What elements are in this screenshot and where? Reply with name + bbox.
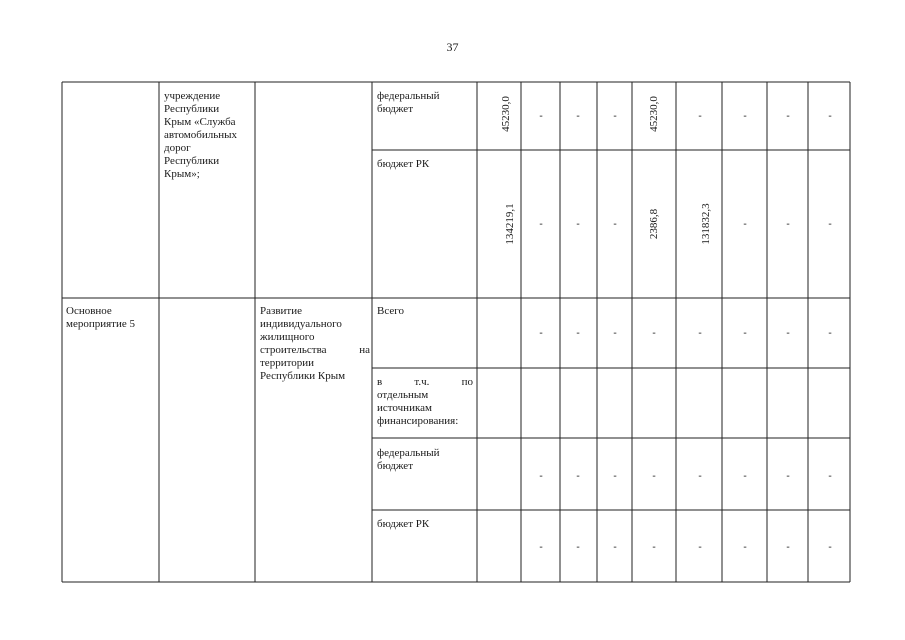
- b2-federal-v3: -: [613, 470, 617, 482]
- b1-federal-v8: -: [828, 110, 832, 122]
- breakdown-line: отдельным: [377, 389, 429, 401]
- org-line: учреждение: [164, 90, 221, 102]
- b2-breakdown-label: [377, 376, 473, 428]
- desc-line: территории: [260, 357, 315, 369]
- breakdown-line: [377, 376, 473, 389]
- desc-line: [260, 344, 370, 357]
- org-line: автомобильных: [164, 129, 237, 141]
- b2-total-v1: -: [539, 327, 543, 339]
- title-line: Основное: [66, 305, 112, 317]
- b2-total-v5: -: [698, 327, 702, 339]
- b1-rk-label: бюджет РК: [377, 158, 430, 170]
- b1-federal-label: [377, 90, 472, 116]
- org-line: дорог: [164, 142, 191, 154]
- b2-federal-v6: -: [743, 470, 747, 482]
- b1-rk-v1: -: [539, 218, 543, 230]
- org-line: Республики: [164, 103, 220, 115]
- desc-line: жилищного: [260, 331, 315, 343]
- b1-rk-v3: -: [613, 218, 617, 230]
- breakdown-line: финансирования:: [377, 415, 459, 427]
- b2-rk-v4: -: [652, 541, 656, 553]
- desc-line: Республики Крым: [260, 370, 346, 382]
- b2-federal-v8: -: [828, 470, 832, 482]
- b2-total-label: Всего: [377, 305, 404, 317]
- b2-federal-v5: -: [698, 470, 702, 482]
- desc-line: индивидуального: [260, 318, 342, 330]
- desc-line: Развитие: [260, 305, 303, 317]
- b2-federal-v4: -: [652, 470, 656, 482]
- b2-total-v7: -: [786, 327, 790, 339]
- source-line: федеральный: [377, 447, 440, 459]
- source-line: бюджет: [377, 460, 413, 472]
- b2-total-v3: -: [613, 327, 617, 339]
- measure-title: [66, 305, 156, 331]
- b1-rk-total: 134219,1: [504, 203, 516, 245]
- b1-rk-v4: 2386,8: [648, 208, 660, 240]
- b1-federal-total: 45230,0: [500, 96, 512, 132]
- org-line: Крым»;: [164, 168, 200, 180]
- b2-rk-v8: -: [828, 541, 832, 553]
- title-line: мероприятие 5: [66, 318, 136, 330]
- b1-rk-v2: -: [576, 218, 580, 230]
- org-line: Крым «Служба: [164, 116, 236, 128]
- b2-total-v8: -: [828, 327, 832, 339]
- b2-federal-v2: -: [576, 470, 580, 482]
- b1-federal-v4: 45230,0: [648, 96, 660, 132]
- b1-federal-v7: -: [786, 110, 790, 122]
- b1-federal-v3: -: [613, 110, 617, 122]
- b1-rk-v5: 131832,3: [700, 203, 712, 245]
- b2-rk-v1: -: [539, 541, 543, 553]
- breakdown-word: в: [377, 376, 383, 388]
- b2-rk-v2: -: [576, 541, 580, 553]
- breakdown-word: по: [461, 376, 473, 388]
- b1-federal-v2: -: [576, 110, 580, 122]
- b2-rk-v5: -: [698, 541, 702, 553]
- org-name: [164, 90, 252, 181]
- b2-total-v6: -: [743, 327, 747, 339]
- b1-rk-v8: -: [828, 218, 832, 230]
- b1-rk-v6: -: [743, 218, 747, 230]
- source-line: федеральный: [377, 90, 440, 102]
- b2-federal-v7: -: [786, 470, 790, 482]
- b2-rk-v6: -: [743, 541, 747, 553]
- breakdown-line: источникам: [377, 402, 432, 414]
- b2-rk-v3: -: [613, 541, 617, 553]
- org-line: Республики: [164, 155, 220, 167]
- b2-total-v4: -: [652, 327, 656, 339]
- source-line: бюджет: [377, 103, 413, 115]
- b1-federal-v1: -: [539, 110, 543, 122]
- desc-word: строительства: [260, 344, 327, 356]
- b2-rk-label: бюджет РК: [377, 518, 430, 530]
- b2-rk-v7: -: [786, 541, 790, 553]
- b2-total-v2: -: [576, 327, 580, 339]
- page-number: 37: [446, 40, 459, 54]
- b1-rk-v7: -: [786, 218, 790, 230]
- b2-federal-v1: -: [539, 470, 543, 482]
- breakdown-word: т.ч.: [414, 376, 430, 388]
- b2-federal-label: [377, 447, 472, 473]
- measure-description: [260, 305, 370, 383]
- desc-word: на: [359, 344, 370, 356]
- b1-federal-v6: -: [743, 110, 747, 122]
- b1-federal-v5: -: [698, 110, 702, 122]
